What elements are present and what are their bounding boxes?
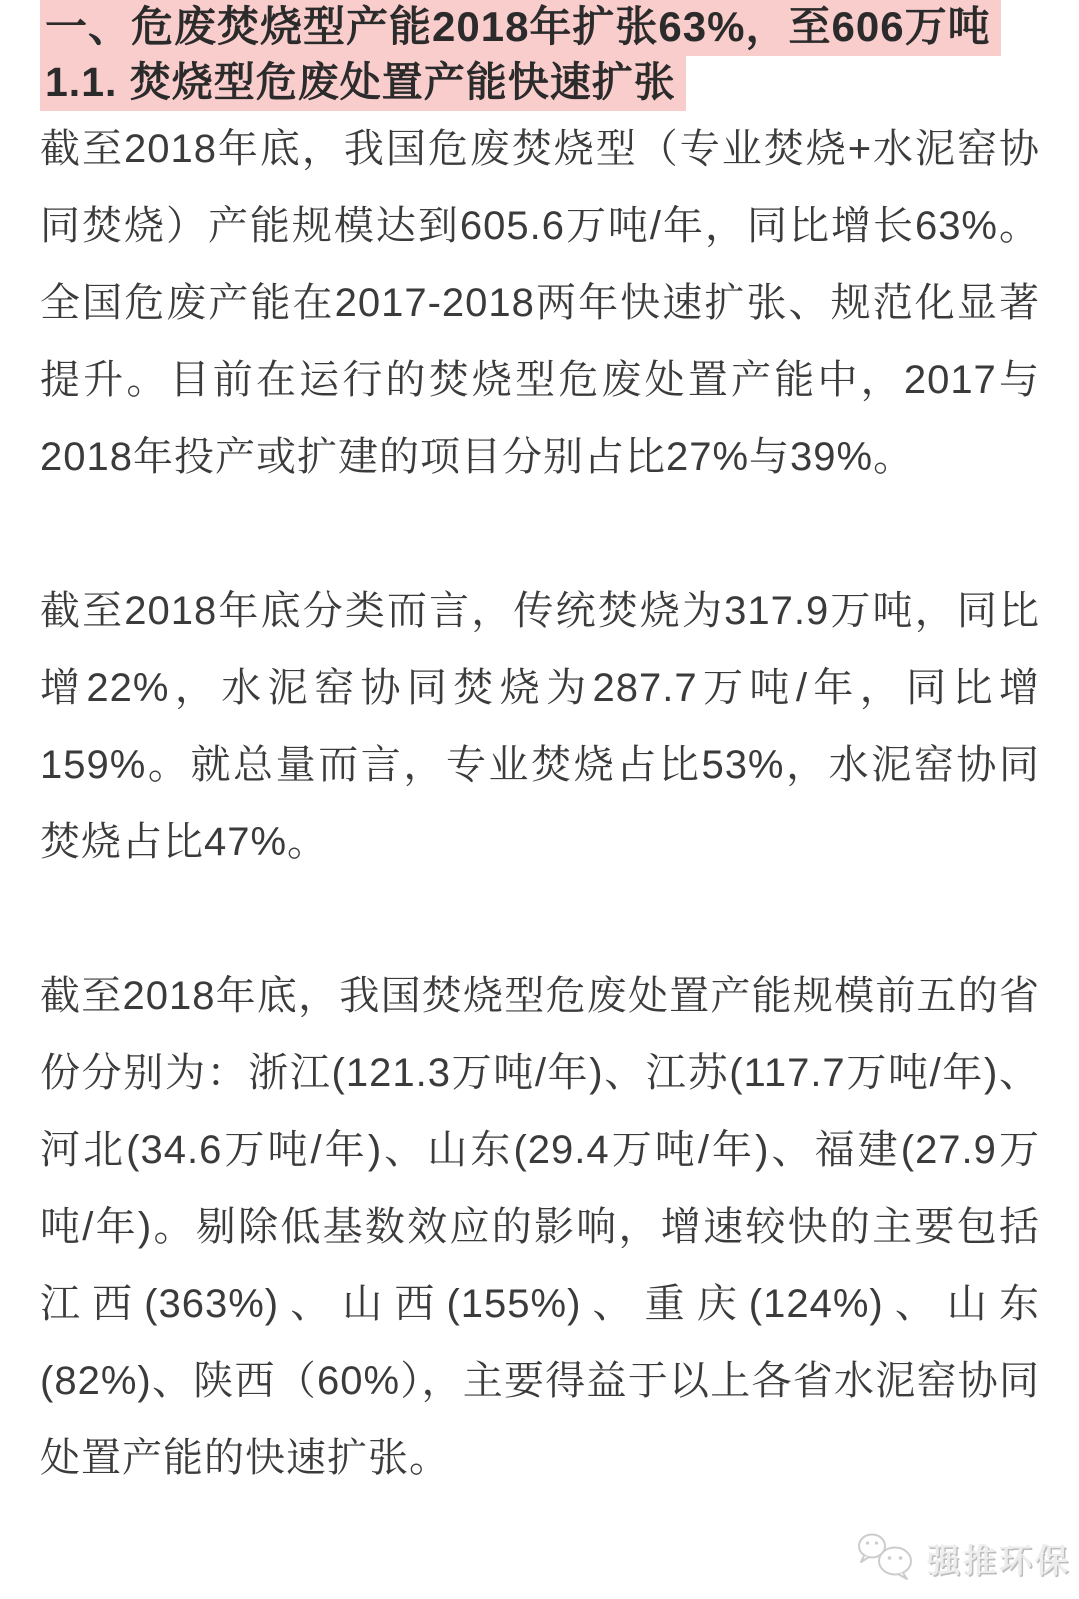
subsection-heading-text: 1.1. 焚烧型危废处置产能快速扩张 bbox=[40, 53, 686, 111]
section-heading bbox=[40, 3, 1040, 50]
subsection-heading bbox=[40, 59, 1040, 105]
paragraph-province-ranking: 截至2018年底，我国焚烧型危废处置产能规模前五的省份分别为：浙江(121.3万吨/年)、江苏(117.7万吨/年)、河北(34.6万吨/年)、山东(29.4万吨/年)、福建(27.9万吨/年)。剔除低基数效应的影响，增速较快的主要包括江西(363%)、山西(155%)、重庆(124%)、山东(82%)、陕西（60%），主要得益于以上各省水泥窑协同处置产能的快速扩张。 bbox=[40, 974, 1040, 1480]
wechat-chat-bubbles-icon bbox=[855, 1531, 919, 1585]
paragraph-category-breakdown: 截至2018年底分类而言，传统焚烧为317.9万吨，同比增22%，水泥窑协同焚烧为287.7万吨/年，同比增159%。就总量而言，专业焚烧占比53%，水泥窑协同焚烧占比47%。 bbox=[40, 589, 1040, 864]
watermark-text: 强推环保 bbox=[927, 1541, 1071, 1579]
watermark bbox=[855, 1531, 1071, 1585]
section-heading-text: 一、危废焚烧型产能2018年扩张63%，至606万吨 bbox=[40, 0, 1001, 56]
paragraph-capacity-overview: 截至2018年底，我国危废焚烧型（专业焚烧+水泥窑协同焚烧）产能规模达到605.6万吨/年，同比增长63%。全国危废产能在2017-2018两年快速扩张、规范化显著提升。目前在运行的焚烧型危废处置产能中，2017与2018年投产或扩建的项目分别占比27%与39%。 bbox=[40, 127, 1040, 479]
